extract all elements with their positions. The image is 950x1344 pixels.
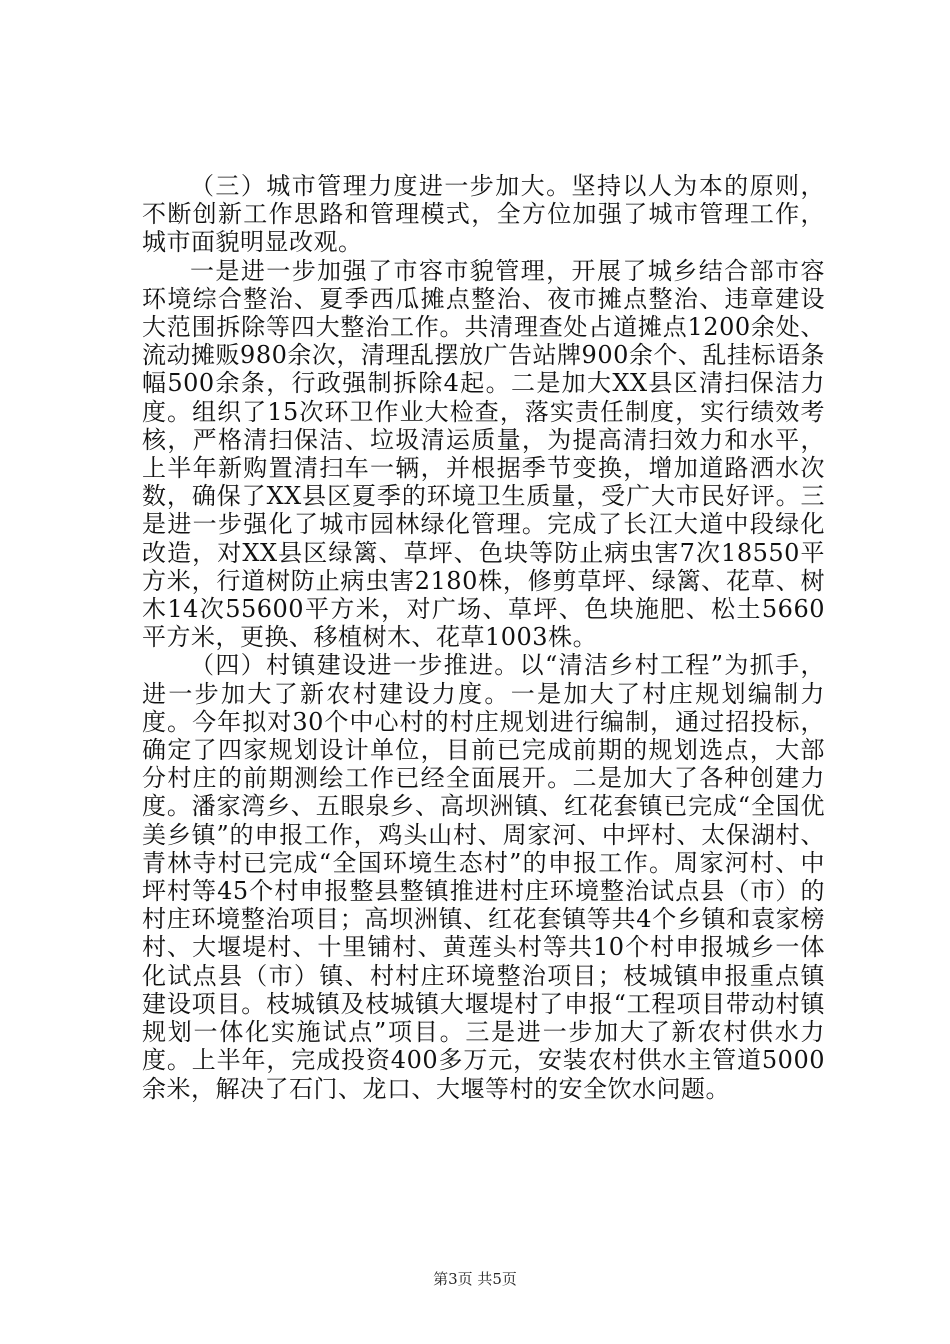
paragraph-section-three-heading: （三）城市管理力度进一步加大。坚持以人为本的原则，不断创新工作思路和管理模式，全方位加强了城市管理工作，城市面貌明显改观。 <box>142 172 825 257</box>
paragraph-city-management-details: 一是进一步加强了市容市貌管理，开展了城乡结合部市容环境综合整治、夏季西瓜摊点整治、夜市摊点整治、违章建设大范围拆除等四大整治工作。共清理查处占道摊点1200余处、流动摊贩980余次，清理乱摆放广告站牌900余个、乱挂标语条幅500余条，行政强制拆除4起。二是加大XX县区清扫保洁力度。组织了15次环卫作业大检查，落实责任制度，实行绩效考核，严格清扫保洁、垃圾清运质量，为提高清扫效力和水平，上半年新购置清扫车一辆，并根据季节变换，增加道路洒水次数，确保了XX县区夏季的环境卫生质量，受广大市民好评。三是进一步强化了城市园林绿化管理。完成了长江大道中段绿化改造，对XX县区绿篱、草坪、色块等防止病虫害7次18550平方米，行道树防止病虫害2180株，修剪草坪、绿篱、花草、树木14次55600平方米，对广场、草坪、色块施肥、松土5660平方米，更换、移植树木、花草1003株。 <box>142 256 825 652</box>
paragraph-section-four-village-construction: （四）村镇建设进一步推进。以“清洁乡村工程”为抓手，进一步加大了新农村建设力度。一是加大了村庄规划编制力度。今年拟对30个中心村的村庄规划进行编制，通过招投标，确定了四家规划设计单位，目前已完成前期的规划选点，大部分村庄的前期测绘工作已经全面展开。二是加大了各种创建力度。潘家湾乡、五眼泉乡、高坝洲镇、红花套镇已完成“全国优美乡镇”的申报工作，鸡头山村、周家河、中坪村、太保湖村、青林寺村已完成“全国环境生态村”的申报工作。周家河村、中坪村等45个村申报整县整镇推进村庄环境整治试点县（市）的村庄环境整治项目；高坝洲镇、红花套镇等共4个乡镇和袁家榜村、大堰堤村、十里铺村、黄莲头村等共10个村申报城乡一体化试点县（市）镇、村村庄环境整治项目；枝城镇申报重点镇建设项目。枝城镇及枝城镇大堰堤村了申报“工程项目带动村镇规划一体化实施试点”项目。三是进一步加大了新农村供水力度。上半年，完成投资400多万元，安装农村供水主管道5000余米，解决了石门、龙口、大堰等村的安全饮水问题。 <box>142 651 825 1103</box>
document-body <box>142 172 825 1103</box>
page-number-footer: 第3页 共5页 <box>433 1270 517 1288</box>
